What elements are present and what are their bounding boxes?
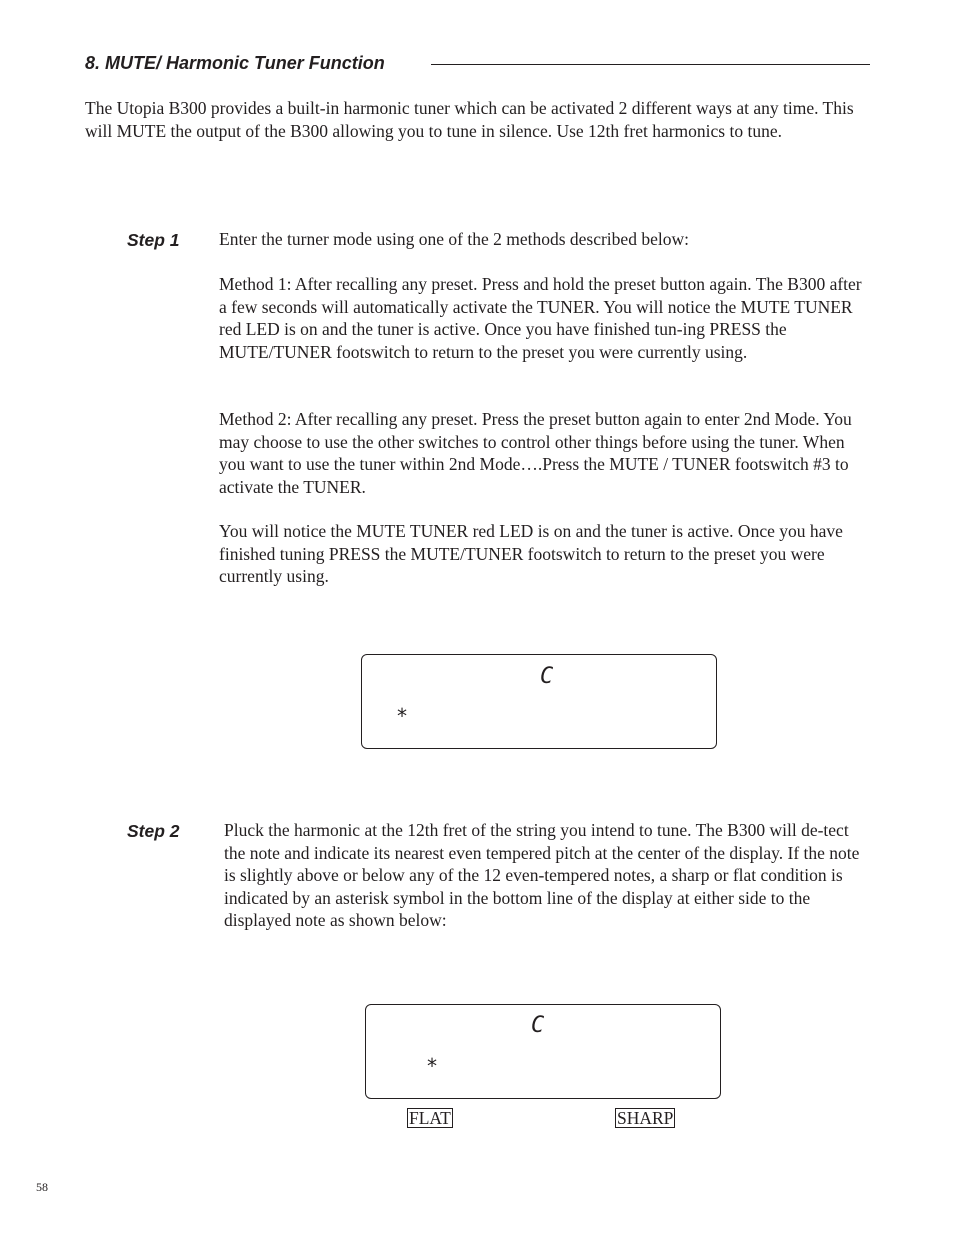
- tuner-pitch-indicator: *: [426, 1054, 439, 1078]
- tuner-display-step-2: [365, 1004, 721, 1099]
- section-title: 8. MUTE/ Harmonic Tuner Function: [85, 53, 385, 73]
- step-1-notice: You will notice the MUTE TUNER red LED is on and the tuner is active. Once you have finished tuning PRESS the MUTE/TUNER footswitch to return to the preset you were currently using.: [219, 521, 843, 587]
- tuner-pitch-indicator: *: [396, 704, 409, 728]
- sharp-label: SHARP: [617, 1108, 674, 1128]
- step-1-lead: Enter the turner mode using one of the 2 methods described below:: [219, 229, 689, 249]
- tuner-display-step-1: [361, 654, 717, 749]
- title-rule: [431, 64, 870, 65]
- step-1-label: Step 1: [127, 230, 180, 250]
- tuner-note: C: [531, 1013, 545, 1038]
- intro-paragraph: The Utopia B300 provides a built-in harmonic tuner which can be activated 2 different ways at any time. This will MUTE the output of the B300 allowing you to tune in silence. Use 12th fret harmonics to tune.: [85, 98, 854, 141]
- step-2-text: Pluck the harmonic at the 12th fret of the string you intend to tune. The B300 will de-tect the note and indicate its nearest even tempered pitch at the center of the display. If the note is slightly above or below any of the 12 even-tempered notes, a sharp or flat condition is indicated by an asterisk symbol in the bottom line of the display at either side to the displayed note as shown below:: [224, 820, 860, 931]
- step-2-label: Step 2: [127, 821, 180, 841]
- page-number: 58: [36, 1180, 48, 1194]
- step-1-method-1: Method 1: After recalling any preset. Press and hold the preset button again. The B300 after a few seconds will automatically activate the TUNER. You will notice the MUTE TUNER red LED is on and the tuner is active. Once you have finished tun-ing PRESS the MUTE/TUNER footswitch to return to the preset you were currently using.: [219, 274, 862, 362]
- tuner-note: C: [540, 664, 554, 689]
- flat-label: FLAT: [409, 1108, 451, 1128]
- step-1-method-2: Method 2: After recalling any preset. Press the preset button again to enter 2nd Mode. You may choose to use the other switches to control other things before using the tuner. When you want to use the tuner within 2nd Mode….Press the MUTE / TUNER footswitch #3 to activate the TUNER.: [219, 409, 852, 497]
